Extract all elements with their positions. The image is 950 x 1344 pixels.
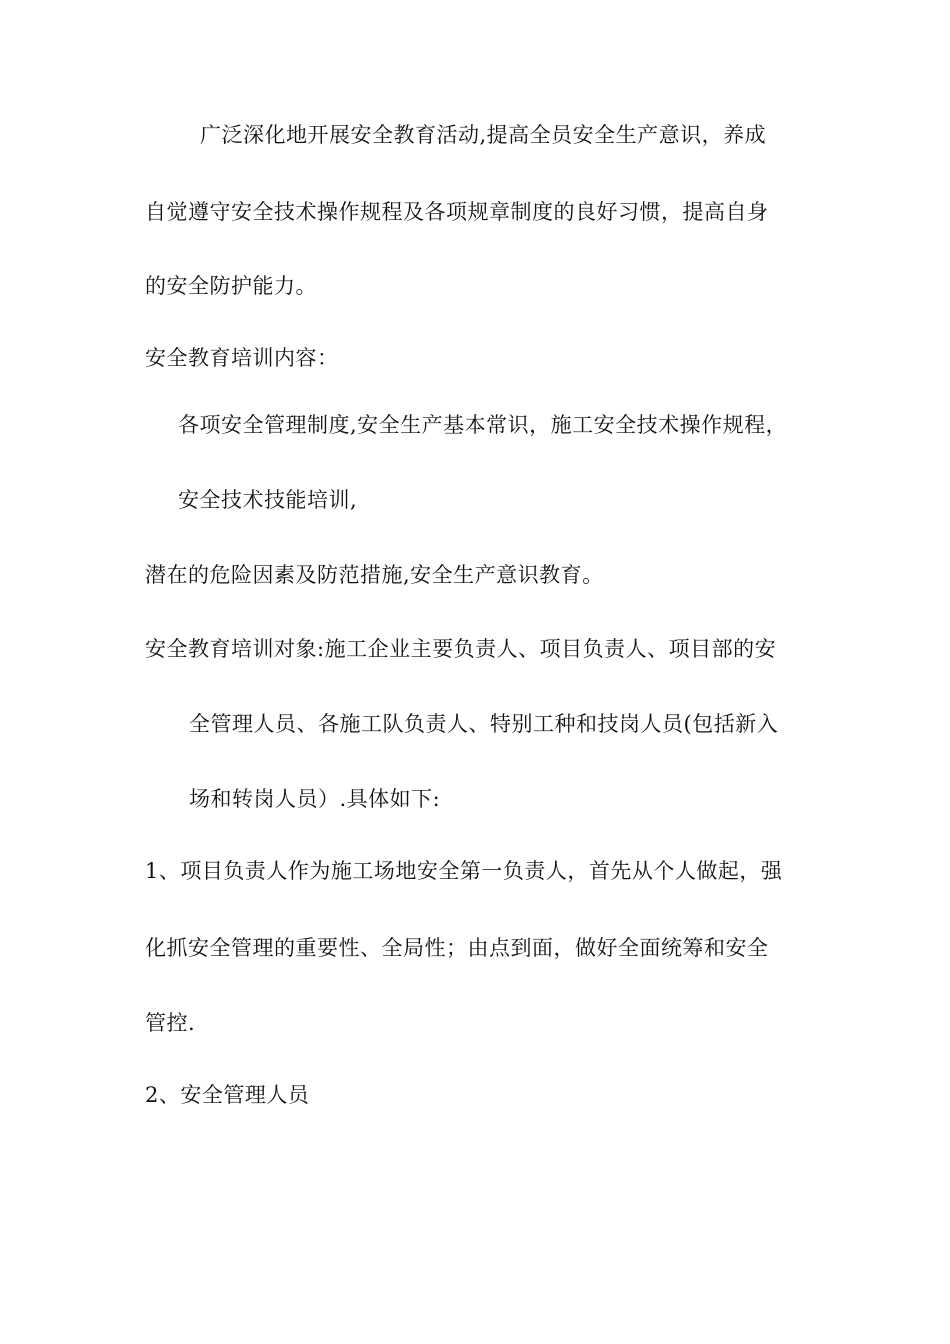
paragraph-line: 1、项目负责人作为施工场地安全第一负责人，首先从个人做起，强 (145, 859, 783, 883)
paragraph-line: 全管理人员、各施工队负责人、特别工种和技岗人员(包括新入 (189, 712, 779, 736)
paragraph-line: 各项安全管理制度,安全生产基本常识，施工安全技术操作规程， (178, 413, 788, 437)
section-heading: 安全教育培训内容： (145, 346, 339, 370)
paragraph-line: 管控. (145, 1011, 196, 1035)
paragraph-line: 安全技术技能培训, (178, 488, 358, 512)
section-heading: 2、安全管理人员 (145, 1083, 310, 1107)
paragraph-line: 安全教育培训对象:施工企业主要负责人、项目负责人、项目部的安 (145, 637, 777, 661)
paragraph-line: 广泛深化地开展安全教育活动,提高全员安全生产意识，养成 (200, 123, 767, 147)
paragraph-line: 的安全防护能力。 (145, 274, 317, 298)
paragraph-line: 自觉遵守安全技术操作规程及各项规章制度的良好习惯，提高自身 (145, 200, 769, 224)
paragraph-line: 潜在的危险因素及防范措施,安全生产意识教育。 (145, 563, 604, 587)
paragraph-line: 化抓安全管理的重要性、全局性；由点到面，做好全面统筹和安全 (145, 936, 769, 960)
paragraph-line: 场和转岗人员）.具体如下: (189, 787, 441, 811)
